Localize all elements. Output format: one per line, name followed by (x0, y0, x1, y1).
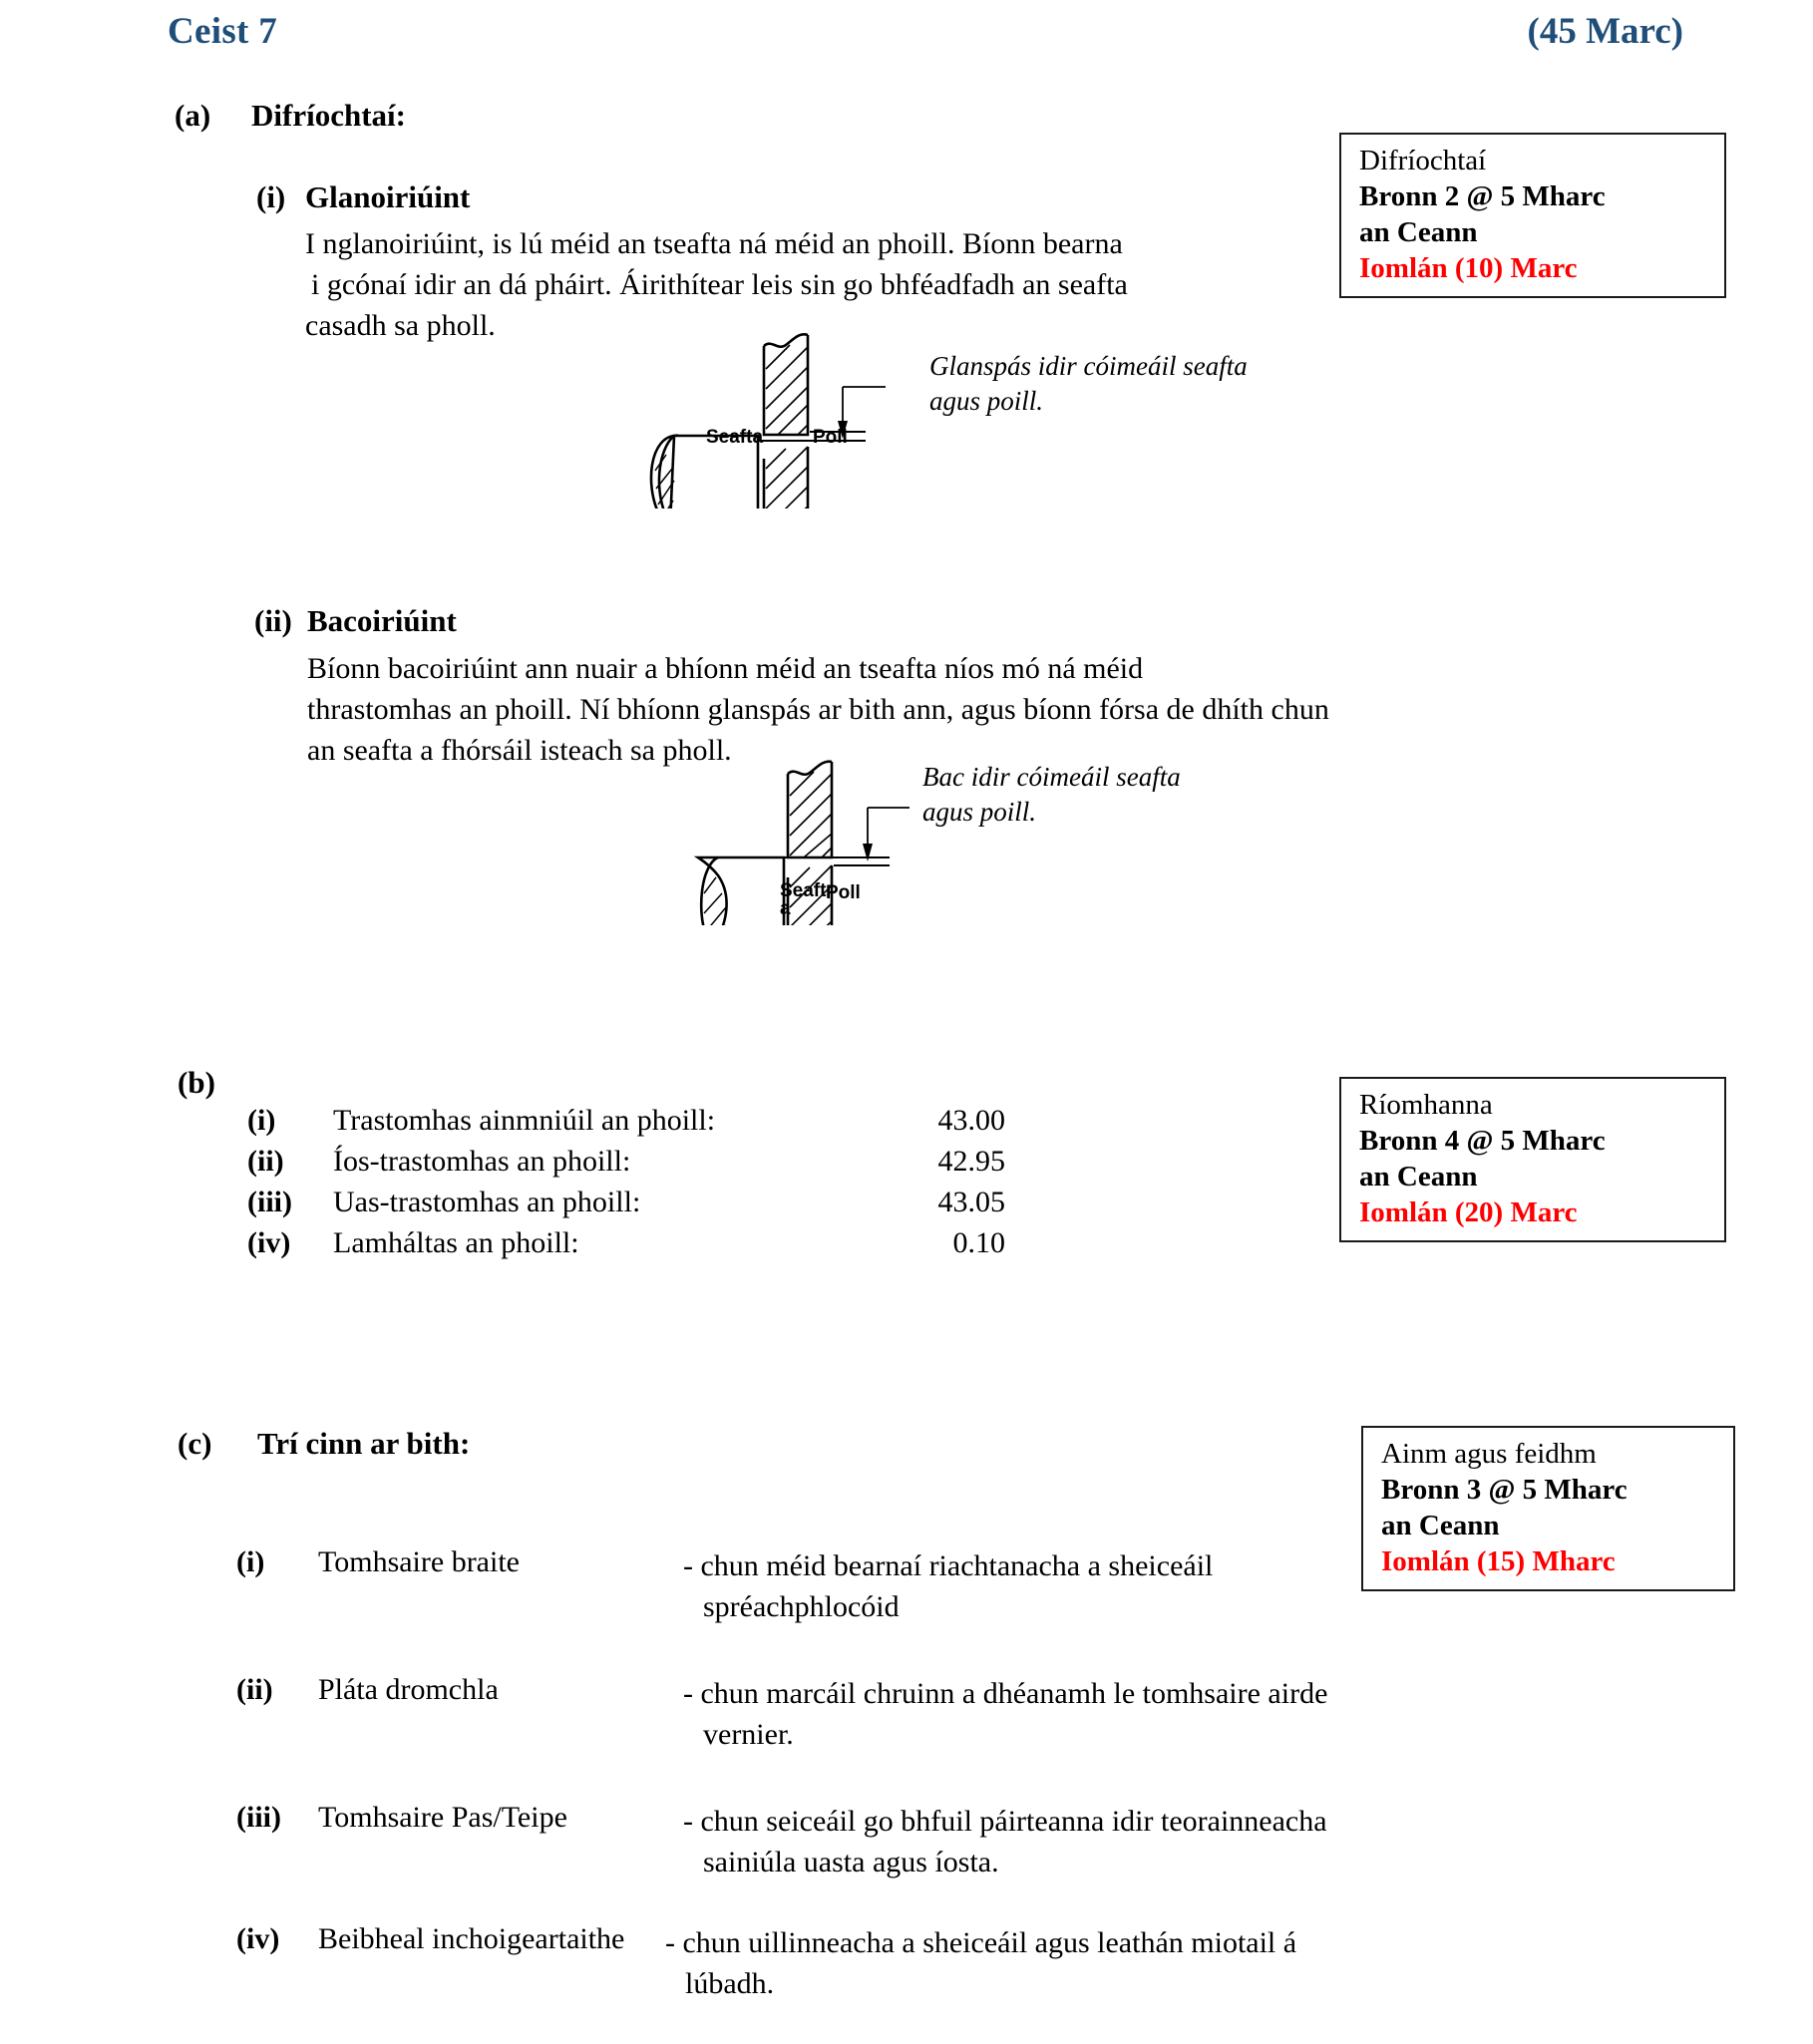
row-number: (ii) (247, 1145, 284, 1178)
hole-upper-hatch (766, 345, 808, 435)
a-ii-line-3: an seafta a fhórsáil isteach sa pholl. (307, 734, 732, 767)
item-description-line-2: lúbadh. (685, 1967, 775, 2000)
item-description-line-1: - chun uillinneacha a sheiceáil agus leathán miotail á (665, 1926, 1297, 1959)
page-header (0, 6, 1813, 66)
item-number: (i) (236, 1545, 265, 1578)
mark-box-b-total: Iomlán (20) Marc (1359, 1196, 1578, 1228)
item-description-line-2: spréachphlocóid (703, 1590, 900, 1623)
mark-box-c-award-line-2: an Ceann (1381, 1510, 1500, 1541)
a-i-line-2: i gcónaí idir an dá pháirt. Áirithítear leis sin go bhféadfadh an seafta (311, 268, 1128, 301)
row-label: Íos-trastomhas an phoill: (333, 1145, 631, 1178)
item-number: (iii) (236, 1801, 281, 1834)
a-i-line-3: casadh sa pholl. (305, 309, 496, 342)
section-a-ii-number: (ii) (254, 603, 292, 638)
section-a-i-body (305, 223, 1312, 346)
diagram-2-caption-line-2: agus poill. (922, 797, 1037, 827)
diagram-1-caption-line-1: Glanspás idir cóimeáil seafta (929, 351, 1248, 381)
page-title: Ceist 7 (168, 11, 277, 52)
row-number: (i) (247, 1104, 276, 1137)
mark-box-a-award-line-1: Bronn 2 @ 5 Mharc (1359, 180, 1606, 212)
list-item (236, 1801, 1553, 1900)
item-name: Tomhsaire Pas/Teipe (318, 1801, 567, 1834)
hole-upper-break-line (764, 334, 808, 346)
hole-dimensions-table (247, 1104, 1005, 1267)
row-value: 43.00 (937, 1104, 1005, 1137)
row-label: Trastomhas ainmniúil an phoill: (333, 1104, 716, 1137)
mark-box-a-award-line-2: an Ceann (1359, 216, 1478, 248)
item-number: (iv) (236, 1922, 280, 1955)
diagram-1-caption-line-2: agus poill. (929, 386, 1044, 416)
section-a-i-number: (i) (256, 179, 286, 214)
diagram-2-caption-line-1: Bac idir cóimeáil seafta (922, 762, 1181, 792)
item-description (683, 1673, 1501, 1755)
section-c-title: Trí cinn ar bith: (257, 1426, 471, 1461)
a-i-line-1: I nglanoiriúint, is lú méid an tseafta ná méid an phoill. Bíonn bearna (305, 227, 1123, 260)
item-number: (ii) (236, 1673, 273, 1706)
diagram-2-hole-label: Poll (826, 882, 861, 903)
diagram-2-caption (922, 760, 1181, 830)
item-name: Pláta dromchla (318, 1673, 499, 1706)
mark-box-b-award-line-1: Bronn 4 @ 5 Mharc (1359, 1125, 1606, 1157)
a-ii-line-2: thrastomhas an phoill. Ní bhíonn glanspás ar bith ann, agus bíonn fórsa de dhíth chun (307, 693, 1329, 726)
hole2-upper-hatch (790, 772, 832, 857)
row-value: 0.10 (952, 1226, 1005, 1259)
marking-scheme-box-a (1339, 133, 1726, 298)
mark-box-c-heading: Ainm agus feidhm (1381, 1438, 1597, 1470)
mark-box-a-total: Iomlán (10) Marc (1359, 252, 1578, 284)
item-description-line-2: sainiúla uasta agus íosta. (703, 1846, 999, 1878)
item-name: Beibheal inchoigeartaithe (318, 1922, 625, 1955)
shaft2-body (698, 857, 784, 925)
item-description-line-1: - chun méid bearnaí riachtanacha a sheiceáil (683, 1549, 1214, 1582)
section-c-label: (c) (178, 1426, 212, 1461)
row-number: (iv) (247, 1226, 291, 1259)
interference-leader-line (868, 808, 909, 853)
marking-scheme-box-b (1339, 1077, 1726, 1242)
item-description-line-1: - chun seiceáil go bhfuil páirteanna idir teorainneacha (683, 1805, 1327, 1838)
row-label: Uas-trastomhas an phoill: (333, 1186, 641, 1218)
item-description-line-2: vernier. (703, 1718, 794, 1751)
mark-box-a-heading: Difríochtaí (1359, 145, 1487, 176)
list-item (236, 1673, 1553, 1779)
item-description-line-1: - chun marcáil chruinn a dhéanamh le tomhsaire airde (683, 1677, 1328, 1710)
item-description (683, 1801, 1501, 1882)
diagram-1-caption (929, 349, 1248, 419)
section-a-label: (a) (175, 98, 211, 133)
clearance-leader-line (843, 387, 886, 433)
mark-box-c-total: Iomlán (15) Mharc (1381, 1545, 1616, 1577)
list-item (236, 1545, 1553, 1651)
diagram-2-shaft-label-wrap: a (780, 898, 791, 919)
diagram-2-shaft-label (780, 882, 826, 918)
marking-scheme-box-c (1361, 1426, 1735, 1591)
section-a-title: Difríochtaí: (251, 98, 406, 133)
mark-box-b-award-line-2: an Ceann (1359, 1161, 1478, 1192)
hole-lower-outline (764, 447, 808, 509)
mark-box-b-heading: Ríomhanna (1359, 1089, 1493, 1121)
section-b-label: (b) (178, 1065, 215, 1100)
diagram-1-shaft-label: Seafta (706, 427, 764, 448)
question-marks-total: (45 Marc) (1527, 11, 1683, 52)
table-row (247, 1186, 1005, 1226)
diagram-2-shaft-label-text: Seaft (780, 880, 827, 901)
a-ii-line-1: Bíonn bacoiriúint ann nuair a bhíonn méid an tseafta níos mó ná méid (307, 652, 1144, 685)
measuring-tools-list (236, 1545, 1553, 2044)
table-row (247, 1104, 1005, 1145)
hole-lower-hatch (766, 447, 808, 509)
row-value: 43.05 (937, 1186, 1005, 1218)
hole2-upper-break-line (788, 762, 832, 775)
row-value: 42.95 (937, 1145, 1005, 1178)
section-a-ii-title: Bacoiriúint (307, 603, 457, 638)
row-number: (iii) (247, 1186, 292, 1218)
list-item (236, 1922, 1553, 2022)
item-name: Tomhsaire braite (318, 1545, 520, 1578)
mark-box-c-award-line-1: Bronn 3 @ 5 Mharc (1381, 1474, 1628, 1506)
table-row (247, 1145, 1005, 1186)
item-description (665, 1922, 1483, 2004)
row-label: Lamháltas an phoill: (333, 1226, 579, 1259)
table-row (247, 1226, 1005, 1267)
diagram-1-hole-label: Poll (813, 427, 848, 448)
section-a-i-title: Glanoiriúint (305, 179, 471, 214)
interference-arrow-head (863, 844, 873, 861)
